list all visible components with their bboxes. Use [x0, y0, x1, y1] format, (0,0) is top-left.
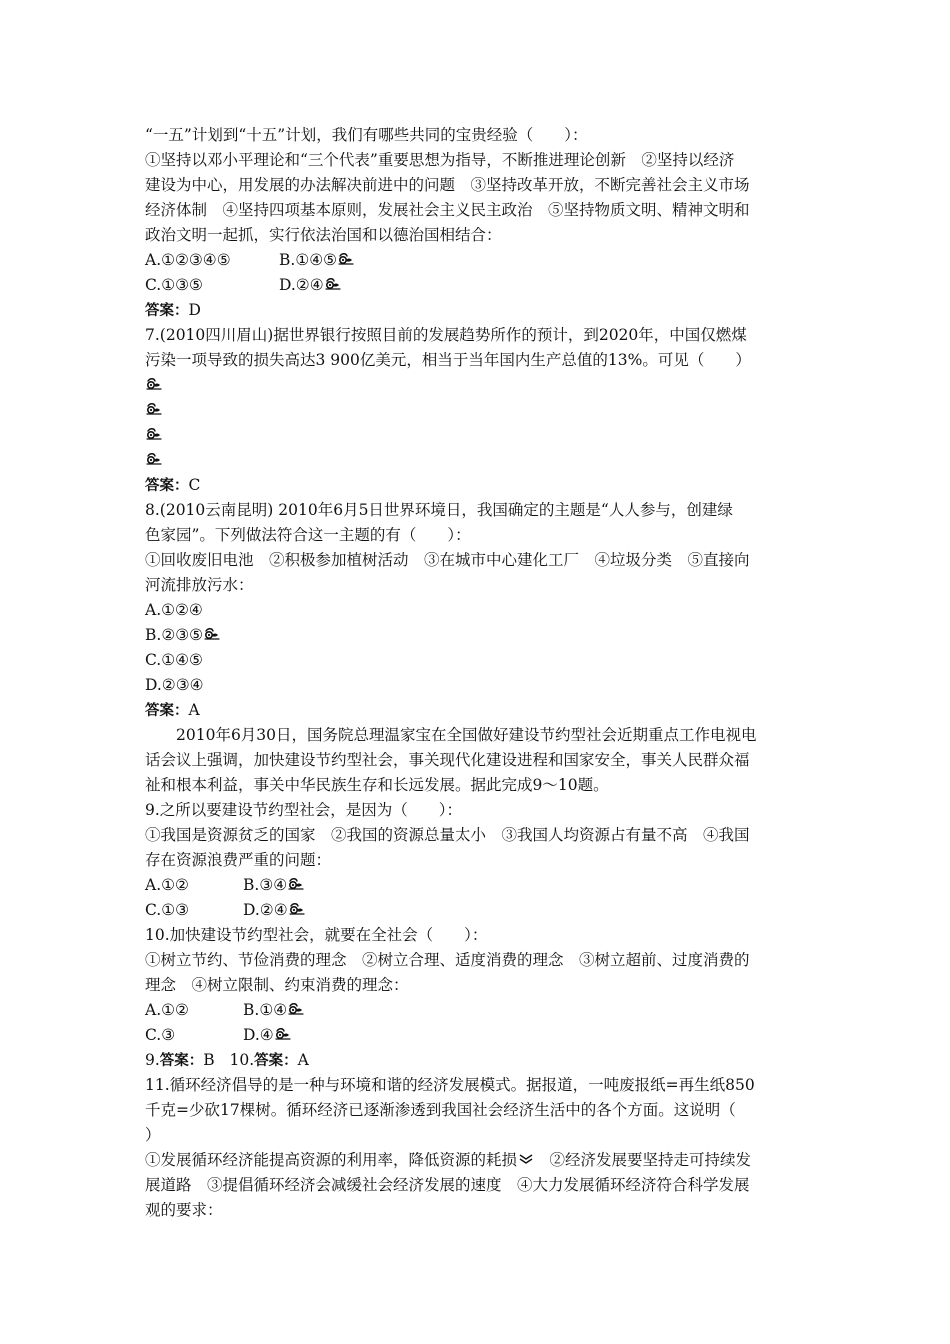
- q8-option-c: C.①④⑤: [145, 651, 203, 669]
- q11-statement-line-with-chevron: [145, 1148, 810, 1173]
- q11-stem-line: 11.循环经济倡导的是一种与环境和谐的经济发展模式。据报道，一吨废报纸=再生纸850: [145, 1076, 755, 1094]
- answer-value: A: [188, 701, 200, 719]
- q6-option-a: A.①②③④⑤: [145, 251, 231, 269]
- passage-line: 话会议上强调，加快建设节约型社会，事关现代化建设进程和国家安全，事关人民群众福: [145, 751, 750, 769]
- answer-value: D: [188, 301, 201, 319]
- q11-statement-line: 展道路 ③提倡循环经济会减缓社会经济发展的速度 ④大力发展循环经济符合科学发展: [145, 1176, 750, 1194]
- q9-option-a: A.①②: [145, 876, 189, 894]
- answer-label: 答案：: [145, 478, 189, 494]
- q11-statement-part: ②经济发展要坚持走可持续发: [534, 1151, 752, 1169]
- snail-symbol-icon: [288, 877, 304, 891]
- q9-statement-line: ①我国是资源贫乏的国家 ②我国的资源总量太小 ③我国人均资源占有量不高 ④我国: [145, 826, 750, 844]
- q11-statement-line: 观的要求：: [145, 1201, 223, 1219]
- q8-stem-line: 色家园”。下列做法符合这一主题的有（ ）：: [145, 526, 471, 544]
- snail-symbol-icon: [146, 427, 162, 441]
- q10-answer-prefix: 10.: [229, 1051, 255, 1069]
- q9-answer-value: B: [203, 1051, 215, 1069]
- q7-stem-line: 污染一项导致的损失高达3 900亿美元，相当于当年国内生产总值的13%。可见（ ）: [145, 351, 751, 369]
- q6-stem: “一五”计划到“十五”计划，我们有哪些共同的宝贵经验（ ）：: [145, 126, 588, 144]
- q10-option-a: A.①②: [145, 1001, 189, 1019]
- q6-options-row-1: [145, 248, 810, 273]
- snail-symbol-icon: [288, 1002, 304, 1016]
- q7-stem-line: 7.(2010四川眉山)据世界银行按照目前的发展趋势所作的预计，到2020年，中国仅燃煤: [145, 326, 747, 344]
- q8-option-b: B.②③⑤: [145, 626, 204, 644]
- q7-answer: [145, 473, 810, 498]
- q11-stem-line: 千克=少砍17棵树。循环经济已逐渐渗透到我国社会经济生活中的各个方面。这说明（: [145, 1101, 736, 1119]
- q7-option-placeholder: [145, 448, 810, 473]
- q9-statement-line: 存在资源浪费严重的问题：: [145, 851, 332, 869]
- q9-options-row-2: [145, 898, 810, 923]
- snail-symbol-icon: [325, 277, 341, 291]
- snail-symbol-icon: [289, 902, 305, 916]
- q6-statement-line: 建设为中心，用发展的办法解决前进中的问题 ③坚持改革开放，不断完善社会主义市场: [145, 176, 750, 194]
- q6-options-row-2: [145, 273, 810, 298]
- answer-label: 答案：: [159, 1053, 204, 1069]
- snail-symbol-icon: [146, 452, 162, 466]
- q11-statement-part: ①发展循环经济能提高资源的利用率，降低资源的耗损: [145, 1151, 518, 1169]
- q6-option-c: C.①③⑤: [145, 276, 203, 294]
- q10-options-row-1: [145, 998, 810, 1023]
- q8-option-a: A.①②④: [145, 601, 203, 619]
- q10-option-b: B.①④: [243, 1001, 288, 1019]
- q10-option-c: C.③: [145, 1026, 176, 1044]
- q6-option-d: D.②④: [279, 276, 324, 294]
- snail-symbol-icon: [146, 377, 162, 391]
- q9-stem: 9.之所以要建设节约型社会，是因为（ ）：: [145, 801, 463, 819]
- q9-option-c: C.①③: [145, 901, 190, 919]
- answer-label: 答案：: [254, 1053, 298, 1069]
- q10-option-d: D.④: [243, 1026, 274, 1044]
- q7-option-placeholder: [145, 423, 810, 448]
- snail-symbol-icon: [146, 402, 162, 416]
- q6-statement-line: 政治文明一起抓，实行依法治国和以德治国相结合：: [145, 226, 502, 244]
- q8-option-b-row: [145, 623, 810, 648]
- q9-option-b: B.③④: [243, 876, 288, 894]
- double-chevron-down-icon: [518, 1152, 534, 1166]
- q11-stem-line: ）: [145, 1126, 161, 1144]
- passage-line: 2010年6月30日，国务院总理温家宝在全国做好建设节约型社会近期重点工作电视电: [176, 726, 757, 744]
- answers-9-10: [145, 1048, 810, 1073]
- q8-statement-line: ①回收废旧电池 ②积极参加植树活动 ③在城市中心建化工厂 ④垃圾分类 ⑤直接向: [145, 551, 750, 569]
- q7-option-placeholder: [145, 373, 810, 398]
- q10-answer-value: A: [297, 1051, 309, 1069]
- q10-options-row-2: [145, 1023, 810, 1048]
- answer-label: 答案：: [145, 703, 189, 719]
- q6-statement-line: ①坚持以邓小平理论和“三个代表”重要思想为指导，不断推进理论创新 ②坚持以经济: [145, 151, 735, 169]
- q8-answer: [145, 698, 810, 723]
- answer-value: C: [188, 476, 201, 494]
- q6-answer: [145, 298, 810, 323]
- snail-symbol-icon: [338, 252, 354, 266]
- snail-symbol-icon: [275, 1027, 291, 1041]
- snail-symbol-icon: [204, 627, 220, 641]
- q10-statement-line: 理念 ④树立限制、约束消费的理念：: [145, 976, 409, 994]
- q10-stem: 10.加快建设节约型社会，就要在全社会（ ）：: [145, 926, 488, 944]
- answer-label: 答案：: [145, 303, 189, 319]
- q6-statement-line: 经济体制 ④坚持四项基本原则，发展社会主义民主政治 ⑤坚持物质文明、精神文明和: [145, 201, 750, 219]
- q10-statement-line: ①树立节约、节俭消费的理念 ②树立合理、适度消费的理念 ③树立超前、过度消费的: [145, 951, 750, 969]
- q8-statement-line: 河流排放污水：: [145, 576, 254, 594]
- q9-option-d: D.②④: [243, 901, 288, 919]
- q9-options-row-1: [145, 873, 810, 898]
- q7-option-placeholder: [145, 398, 810, 423]
- passage-line: 祉和根本利益，事关中华民族生存和长远发展。据此完成9～10题。: [145, 776, 609, 794]
- document-page: [145, 123, 810, 1223]
- q6-option-b: B.①④⑤: [279, 251, 338, 269]
- q9-answer-prefix: 9.: [145, 1051, 160, 1069]
- q8-stem-line: 8.(2010云南昆明) 2010年6月5日世界环境日，我国确定的主题是“人人参与，创建绿: [145, 501, 733, 519]
- q8-option-d: D.②③④: [145, 676, 204, 694]
